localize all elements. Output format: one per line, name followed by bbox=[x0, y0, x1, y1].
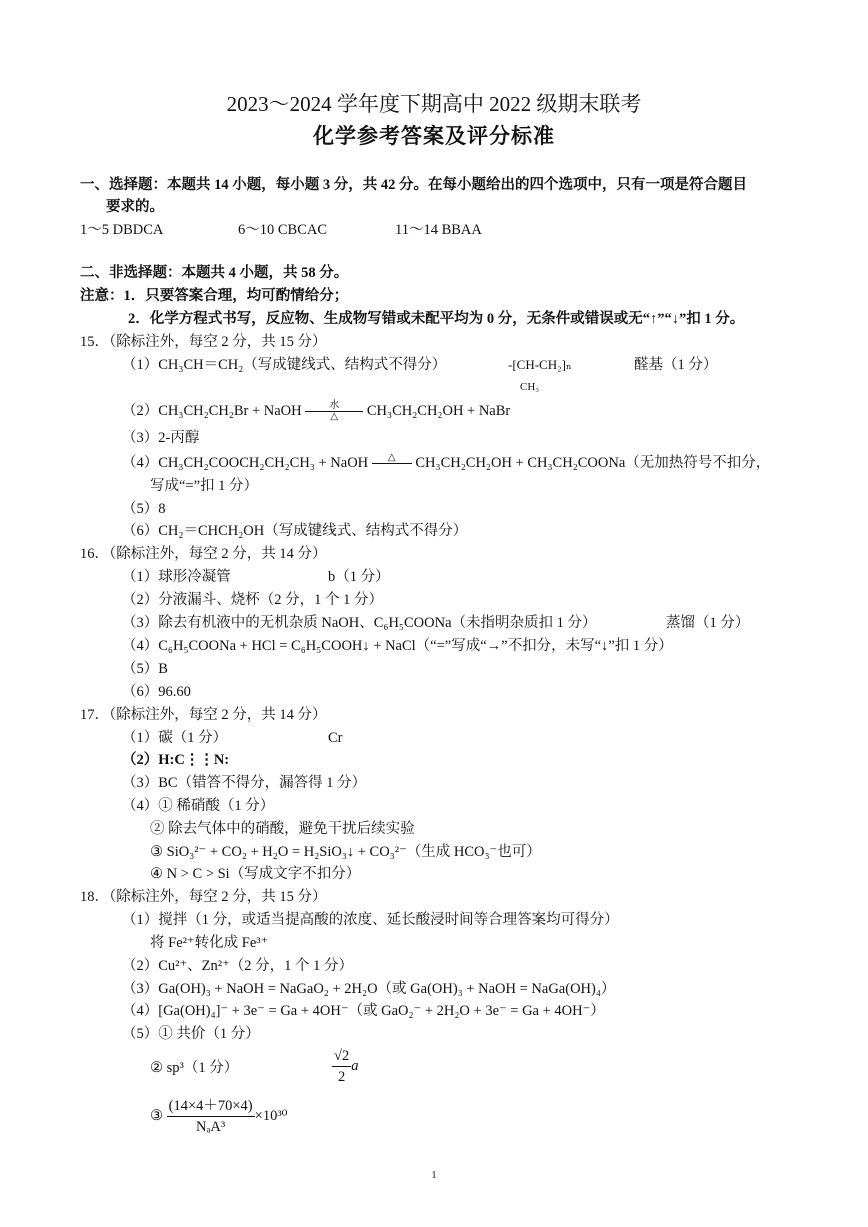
page-title: 2023～2024 学年度下期高中 2022 级期末联考 bbox=[226, 92, 642, 116]
q17-answer-4-3: ③ SiO₃²⁻ + CO₂ + H₂O = H₂SiO₃↓ + CO₃²⁻（生成 HCO₃⁻也可） bbox=[150, 844, 541, 860]
q18-answer-3: （3）Ga(OH)₃ + NaOH = NaGaO₂ + 2H₂O（或 Ga(OH)₃ + NaOH = NaGa(OH)₄） bbox=[122, 981, 616, 997]
q18-answer-5-3 bbox=[150, 1096, 287, 1137]
q15-heading: 15．（除标注外，每空 2 分，共 15 分） bbox=[80, 334, 327, 350]
mc-answers-2: 6～10 CBCAC bbox=[238, 222, 328, 238]
q17-answer-3: （3）BC（错答不得分，漏答得 1 分） bbox=[122, 775, 367, 791]
q18-answer-4: （4）[Ga(OH)₄]⁻ + 3e⁻ = Ga + 4OH⁻（或 GaO₂⁻ + 2H₂O + 3e⁻ = Ga + 4OH⁻） bbox=[122, 1003, 605, 1019]
q18-answer-2: （2）Cu²⁺、Zn²⁺（2 分，1 个 1 分） bbox=[122, 958, 354, 974]
q16-heading: 16．（除标注外，每空 2 分，共 14 分） bbox=[80, 546, 327, 562]
note-1: 注意：1．只要答案合理，均可酌情给分； bbox=[80, 288, 349, 304]
fraction-denominator: 2 bbox=[337, 1069, 346, 1085]
fraction bbox=[167, 1096, 255, 1137]
q15-answer-4 bbox=[122, 453, 770, 474]
q15-answer-1c: 醛基（1 分） bbox=[634, 357, 718, 373]
mc-answers-1: 1～5 DBDCA bbox=[80, 222, 164, 238]
page-subtitle: 化学参考答案及评分标准 bbox=[313, 124, 555, 148]
q15-answer-4-cont: 写成“=”扣 1 分） bbox=[150, 478, 259, 494]
fraction-denominator: NₐA³ bbox=[196, 1119, 226, 1135]
q16-answer-5: （5）B bbox=[122, 661, 168, 677]
q18-answer-5-2-value bbox=[332, 1046, 358, 1087]
fraction bbox=[332, 1046, 351, 1087]
q16-answer-6: （6）96.60 bbox=[122, 684, 191, 700]
q16-answer-1b: b（1 分） bbox=[328, 569, 390, 585]
q16-answer-2: （2）分液漏斗、烧杯（2 分，1 个 1 分） bbox=[122, 592, 383, 608]
q17-answer-4-2: ② 除去气体中的硝酸，避免干扰后续实验 bbox=[150, 821, 415, 837]
q18-answer-1-2: 将 Fe²⁺转化成 Fe³⁺ bbox=[150, 935, 269, 951]
q16-answer-4-eq: C₆H₅COONa + HCl = C₆H₅COOH↓ + NaCl（“=”写成“→”不扣分，未写“↓”扣 1 分） bbox=[158, 638, 673, 654]
arrow-condition-bottom: △ bbox=[330, 411, 339, 423]
q16-answer-3b: 蒸馏（1 分） bbox=[666, 615, 750, 631]
q15-answer-1: （1）CH₃CH＝CH₂（写成键线式、结构式不得分） bbox=[122, 357, 447, 373]
q15-eq4-right: CH₃CH₂CH₂OH + CH₃CH₂COONa（无加热符号不扣分， bbox=[415, 455, 771, 471]
q18-heading: 18．（除标注外，每空 2 分，共 15 分） bbox=[80, 889, 327, 905]
q15-polymer: -[CH-CH₂]ₙ bbox=[508, 357, 572, 372]
arrow-condition-top: △ bbox=[387, 452, 396, 464]
section2-heading: 二、非选择题：本题共 4 小题，共 58 分。 bbox=[80, 265, 349, 281]
section1-heading: 一、选择题：本题共 14 小题，每小题 3 分，共 42 分。在每小题给出的四个选项中，只有一项是符合题目 bbox=[80, 177, 747, 193]
page-number: 1 bbox=[431, 1170, 437, 1181]
q17-heading: 17．（除标注外，每空 2 分，共 14 分） bbox=[80, 707, 327, 723]
q16-answer-1: （1）球形冷凝管 bbox=[122, 569, 231, 585]
q17-answer-4-4: ④ N > C > Si（写成文字不扣分） bbox=[150, 866, 361, 882]
reaction-arrow bbox=[372, 453, 412, 474]
q15-answer-3: （3）2-丙醇 bbox=[122, 430, 200, 446]
note-2: 2．化学方程式书写，反应物、生成物写错或未配平均为 0 分，无条件或错误或无“↑”“↓”扣 1 分。 bbox=[128, 311, 745, 327]
q18-answer-1: （1）搅拌（1 分，或适当提高酸的浓度、延长酸浸时间等合理答案均可得分） bbox=[122, 912, 619, 928]
fraction-numerator: √2 bbox=[332, 1046, 351, 1067]
variable-a: a bbox=[351, 1057, 359, 1074]
q15-answer-6: （6）CH₂＝CHCH₂OH（写成键线式、结构式不得分） bbox=[122, 523, 468, 539]
q17-answer-1b: Cr bbox=[328, 730, 343, 746]
circled-3: ③ bbox=[150, 1107, 163, 1124]
fraction-numerator: (14×4＋70×4) bbox=[167, 1096, 255, 1117]
mc-answers-3: 11～14 BBAA bbox=[395, 222, 482, 238]
q15-eq2-left: （2）CH₃CH₂CH₂Br + NaOH bbox=[122, 403, 302, 419]
section1-heading-cont: 要求的。 bbox=[106, 199, 164, 215]
reaction-arrow bbox=[305, 401, 363, 422]
q15-polymer-branch: CH₃ bbox=[520, 381, 540, 393]
q16-answer-3: （3）除去有机液中的无机杂质 NaOH、C₆H₅COONa（未指明杂质扣 1 分） bbox=[122, 615, 597, 631]
q15-eq4-left: （4）CH₃CH₂COOCH₂CH₂CH₃ + NaOH bbox=[122, 455, 369, 471]
q18-answer-5-2: ② sp³（1 分） bbox=[150, 1060, 239, 1076]
q17-answer-4: （4）① 稀硝酸（1 分） bbox=[122, 798, 275, 814]
q15-answer-5: （5）8 bbox=[122, 501, 166, 517]
q15-eq2-right: CH₃CH₂CH₂OH + NaBr bbox=[366, 403, 511, 419]
q16-answer-4 bbox=[122, 636, 673, 656]
q18-answer-5: （5）① 共价（1 分） bbox=[122, 1026, 260, 1042]
power-of-ten: ×10³⁰ bbox=[254, 1107, 288, 1124]
q17-answer-1: （1）碳（1 分） bbox=[122, 730, 228, 746]
q16-answer-4-num: （4） bbox=[122, 638, 159, 654]
arrow-condition-top: 水 bbox=[329, 400, 340, 412]
q15-answer-2 bbox=[122, 401, 510, 422]
q17-answer-2: （2）H:C⋮⋮N: bbox=[122, 752, 230, 768]
